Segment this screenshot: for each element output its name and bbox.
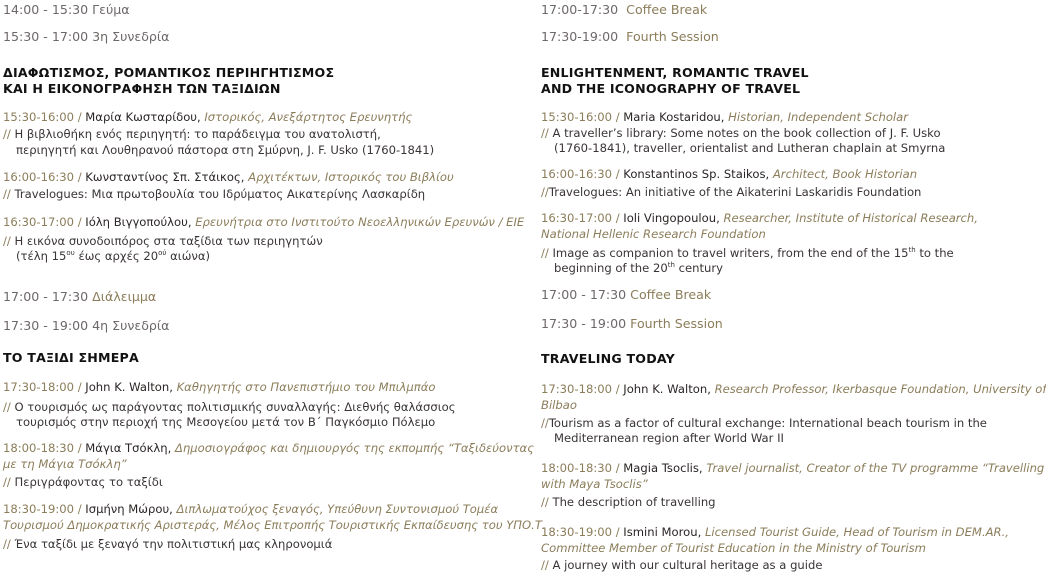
talk-speaker-line: 18:00-18:30 / Μάγια Τσόκλη, Δημοσιογράφος και δημιουργός της εκπομπής “Ταξιδεύοντας: [3, 441, 535, 455]
section-heading: TRAVELING TODAY: [541, 351, 675, 366]
talk-speaker-line: 16:30-17:00 / Ioli Vingopoulou, Researcher, Institute of Historical Research,: [541, 211, 978, 225]
section-heading: ΚΑΙ Η ΕΙΚΟΝΟΓΡΑΦΗΣΗ ΤΩΝ ΤΑΞΙΔΙΩΝ: [3, 81, 281, 96]
talk-title-cont: (τέλη $15^{o\upsilon}$ έως αρχές $20^{oύ}$ αιώνα): [16, 249, 211, 263]
session-third: 15:30 - 17:00 3η Συνεδρία: [3, 29, 170, 44]
talk-time: 15:30-16:00 /: [3, 110, 82, 124]
speaker-affiliation-cont: Τουρισμού Δημοκρατικής Αριστεράς, Μέλος Επιτροπής Τουριστικής Εκπαίδευσης του ΥΠΟ.Τ.: [3, 518, 546, 532]
talk-speaker-line: 15:30-16:00 / Maria Kostaridou, Historian, Independent Scholar: [541, 110, 909, 124]
talk-title: // Ένα ταξίδι με ξεναγό την πολιτιστική μας κληρονομιά: [3, 537, 333, 551]
talk-title-cont: περιηγητή και Λουθηρανού πάστορα στη Σμύρνη, J. F. Usko (1760-1841): [16, 143, 435, 157]
session-break: 17:00 - 17:30 Διάλειμμα: [3, 289, 157, 304]
talk-title: //Tourism as a factor of cultural exchange: International beach tourism in the: [541, 416, 987, 430]
talk-speaker-line: [3, 110, 412, 125]
session-coffee-break: 17:00 - 17:30 Coffee Break: [541, 287, 712, 302]
talk-title: // The description of travelling: [541, 495, 716, 509]
talk-title: // Travelogues: Μια πρωτοβουλία του Ιδρύματος Αικατερίνης Λασκαρίδη: [3, 187, 426, 201]
speaker-affiliation-cont: National Hellenic Research Foundation: [541, 227, 766, 241]
session-fourth: 17:30-19:00 Fourth Session: [541, 29, 719, 44]
talk-speaker-line: 17:30-18:00 / John K. Walton, Research Professor, Ikerbasque Foundation, University of: [541, 382, 1046, 396]
talk-title: // A journey with our cultural heritage as a guide: [541, 558, 823, 572]
section-heading: ΔΙΑΦΩΤΙΣΜΟΣ, ΡΟΜΑΝΤΙΚΟΣ ΠΕΡΙΗΓΗΤΙΣΜΟΣ: [3, 65, 335, 80]
session-lunch: 14:00 - 15:30 Γεύμα: [3, 2, 130, 17]
talk-title: // Περιγράφοντας το ταξίδι: [3, 475, 163, 489]
talk-speaker-line: 16:00-16:30 / Konstantinos Sp. Staikos, Architect, Book Historian: [541, 167, 918, 181]
talk-title-cont: τουρισμός στην περιοχή της Μεσογείου μετά τον Β΄ Παγκόσμιο Πόλεμο: [16, 415, 436, 429]
section-heading: AND THE ICONOGRAPHY OF TRAVEL: [541, 81, 801, 96]
talk-marker: //: [3, 127, 11, 141]
talk-title: // Image as companion to travel writers, from the end of the 15th to the: [541, 246, 954, 260]
speaker-affiliation-cont: με τη Μάγια Τσόκλη”: [3, 457, 127, 471]
talk-title-cont: Mediterranean region after World War II: [554, 431, 784, 445]
section-heading: ΤΟ ΤΑΞΙΔΙ ΣΗΜΕΡΑ: [3, 350, 139, 365]
talk-speaker-line: 16:00-16:30 / Κωνσταντίνος Σπ. Στάικος, Αρχιτέκτων, Ιστορικός του Βιβλίου: [3, 170, 454, 184]
talk-speaker-line: 18:00-18:30 / Magia Tsoclis, Travel journalist, Creator of the TV programme “Travelling: [541, 461, 1045, 475]
session-fourth: 17:30 - 19:00 Fourth Session: [541, 316, 723, 331]
speaker-affiliation-cont: Bilbao: [541, 398, 577, 412]
speaker-affiliation-cont: Committee Member of Tourist Education in the Ministry of Tourism: [541, 541, 926, 555]
session-fourth: 17:30 - 19:00 4η Συνεδρία: [3, 318, 170, 333]
talk-title: // A traveller’s library: Some notes on the book collection of J. F. Usko: [541, 126, 941, 140]
talk-speaker-line: 18:30-19:00 / Ismini Morou, Licensed Tourist Guide, Head of Tourism in DEM.AR.,: [541, 525, 1009, 539]
speaker-affiliation-cont: with Maya Tsoclis”: [541, 477, 648, 491]
talk-title-cont: beginning of the 20th century: [554, 261, 723, 275]
session-coffee-break: 17:00-17:30 Coffee Break: [541, 2, 708, 17]
talk-speaker-line: 18:30-19:00 / Ισμήνη Μώρου, Διπλωματούχος ξεναγός, Υπεύθυνη Συντονισμού Τομέα: [3, 502, 499, 516]
talk-title: //Travelogues: An initiative of the Aikaterini Laskaridis Foundation: [541, 185, 922, 199]
speaker-name: Μαρία Κωσταρίδου,: [85, 110, 201, 124]
speaker-affiliation: Ιστορικός, Ανεξάρτητος Ερευνητής: [204, 110, 413, 124]
talk-speaker-line: 16:30-17:00 / Ιόλη Βιγγοπούλου, Ερευνήτρια στο Ινστιτούτο Νεοελληνικών Ερευνών / ΕΙΕ: [3, 215, 525, 229]
talk-title-cont: (1760-1841), traveller, orientalist and Lutheran chaplain at Smyrna: [554, 141, 946, 155]
section-heading: ENLIGHTENMENT, ROMANTIC TRAVEL: [541, 65, 809, 80]
talk-title: // Η εικόνα συνοδοιπόρος στα ταξίδια των περιηγητών: [3, 234, 323, 248]
talk-title: // Η βιβλιοθήκη ενός περιηγητή: το παράδειγμα του ανατολιστή,: [3, 127, 381, 141]
talk-speaker-line: 17:30-18:00 / John K. Walton, Καθηγητής στο Πανεπιστήμιο του Μπιλμπάο: [3, 380, 436, 394]
talk-title: // Ο τουρισμός ως παράγοντας πολιτισμικής συναλλαγής: Διεθνής θαλάσσιος: [3, 400, 456, 414]
